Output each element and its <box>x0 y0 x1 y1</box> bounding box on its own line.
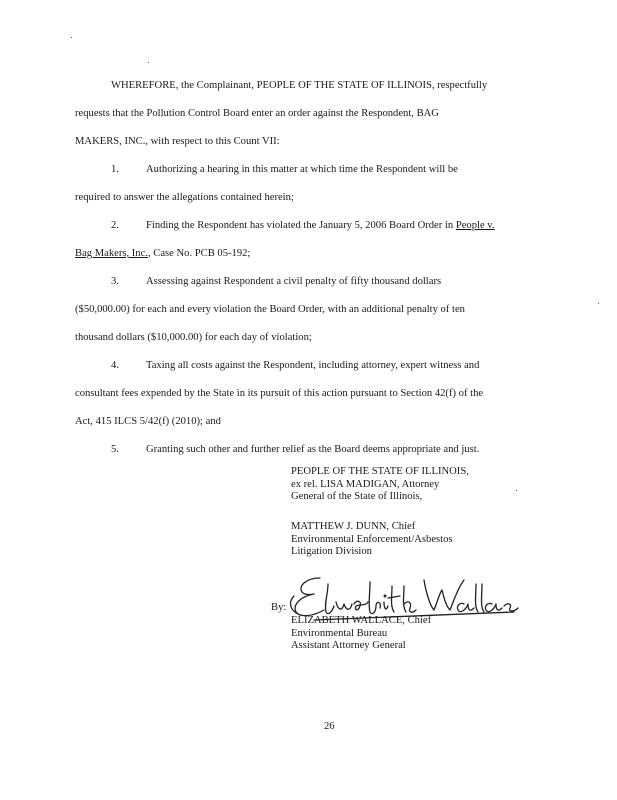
item-1-line-2: required to answer the allegations contained herein; <box>75 192 294 203</box>
item-2-line-2 <box>75 247 250 260</box>
item-3-line-3: thousand dollars ($10,000.00) for each day of violation; <box>75 332 312 343</box>
item-4-line-1: Taxing all costs against the Respondent, including attorney, expert witness and <box>146 360 480 371</box>
page-number: 26 <box>324 721 335 732</box>
scan-speck <box>598 303 599 304</box>
signature-party-block <box>291 466 469 504</box>
item-2-number: 2. <box>111 220 119 231</box>
intro-line-1: WHEREFORE, the Complainant, PEOPLE OF THE STATE OF ILLINOIS, respectfully <box>111 80 488 91</box>
case-caption-people: People v. <box>455 220 495 231</box>
by-label: By: <box>271 602 287 613</box>
item-1-line-1: Authorizing a hearing in this matter at which time the Respondent will be <box>146 164 458 175</box>
item-4-number: 4. <box>111 360 119 371</box>
general-of-line: General of the State of Illinois, <box>291 491 423 502</box>
item-3-line-2: ($50,000.00) for each and every violation the Board Order, with an additional penalty of ten <box>75 304 465 315</box>
signer-block <box>291 615 431 653</box>
item-4-line-3: Act, 415 ILCS 5/42(f) (2010); and <box>75 416 221 427</box>
item-1-number: 1. <box>111 164 119 175</box>
intro-line-2: requests that the Pollution Control Board enter an order against the Respondent, BAG <box>75 108 439 119</box>
scan-speck <box>516 490 517 491</box>
item-2-line-1-text: Finding the Respondent has violated the January 5, 2006 Board Order in <box>146 220 456 231</box>
item-3-number: 3. <box>111 276 119 287</box>
ex-rel-line: ex rel. LISA MADIGAN, Attorney <box>291 478 440 490</box>
item-5-line-1: Granting such other and further relief as the Board deems appropriate and just. <box>146 444 480 455</box>
division-line-2: Litigation Division <box>291 546 372 557</box>
scan-speck <box>71 37 72 38</box>
item-2-line-1 <box>146 219 495 232</box>
item-4-line-2: consultant fees expended by the State in its pursuit of this action pursuant to Section 42(f) of the <box>75 388 484 399</box>
intro-line-3: MAKERS, INC., with respect to this Count VII: <box>75 136 280 147</box>
division-line-1: Environmental Enforcement/Asbestos <box>291 533 453 545</box>
party-name: PEOPLE OF THE STATE OF ILLINOIS, <box>291 466 469 477</box>
scan-speck <box>148 62 149 63</box>
item-3-line-1: Assessing against Respondent a civil penalty of fifty thousand dollars <box>146 276 442 287</box>
item-5-number: 5. <box>111 444 119 455</box>
signature-division-block <box>291 521 453 559</box>
item-2-line-2-text: , Case No. PCB 05-192; <box>147 248 251 259</box>
bureau-line: Environmental Bureau <box>291 627 388 639</box>
signer-title: Assistant Attorney General <box>291 640 406 651</box>
signer-name: ELIZABETH WALLACE, Chief <box>291 615 432 626</box>
case-caption-respondent: Bag Makers, Inc. <box>75 248 148 259</box>
chief-name: MATTHEW J. DUNN, Chief <box>291 521 416 532</box>
